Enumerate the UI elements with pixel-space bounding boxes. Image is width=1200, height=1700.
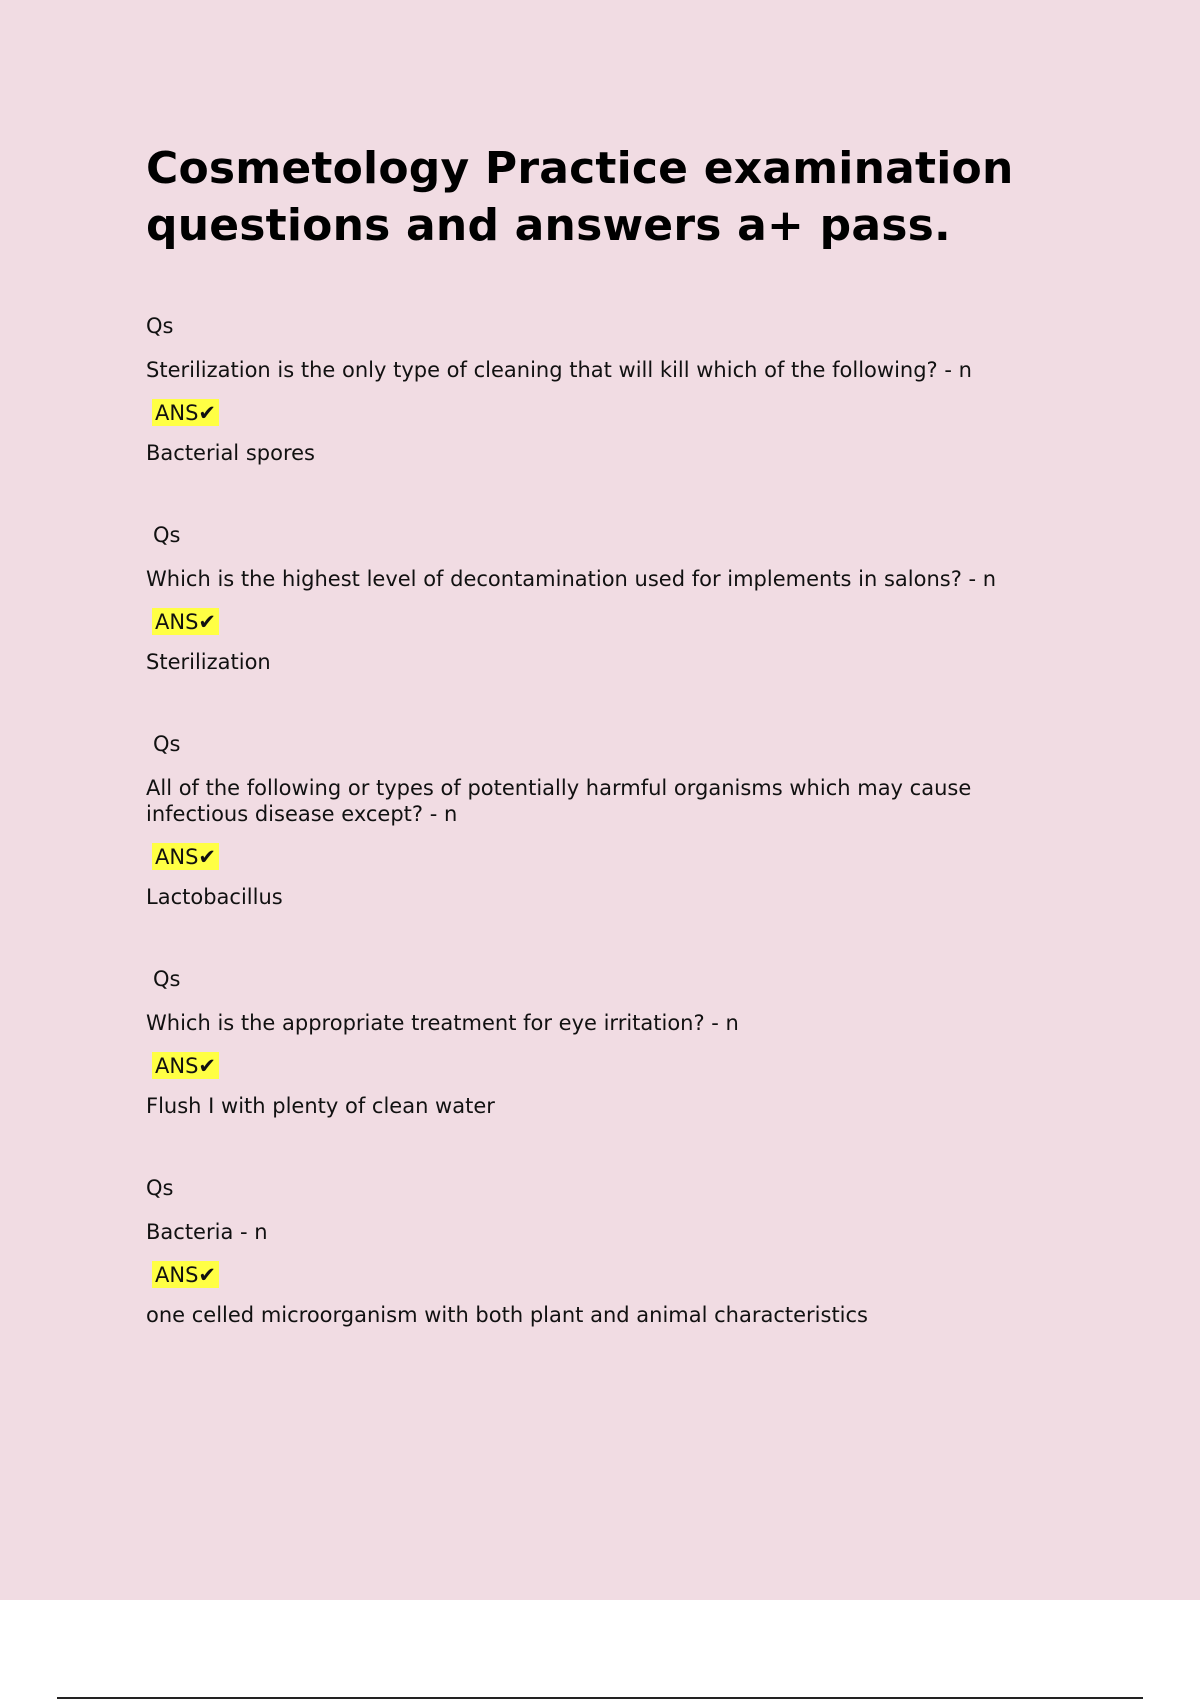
- answer-text: Sterilization: [146, 650, 271, 674]
- question-text: Which is the highest level of decontamination used for implements in salons? - n: [146, 567, 997, 591]
- qa-item: [146, 731, 1066, 910]
- qa-item: [146, 966, 1066, 1119]
- answer-label-row: [146, 1036, 1066, 1079]
- page-title: Cosmetology Practice examination questions and answers a+ pass.: [146, 143, 1014, 251]
- answer-label-row: [146, 383, 1066, 426]
- qa-item: [146, 1175, 1066, 1328]
- question-label: Qs: [153, 523, 181, 547]
- question-text: All of the following or types of potentially harmful organisms which may cause infectious disease except? - n: [146, 776, 972, 826]
- question-label: Qs: [146, 314, 174, 338]
- question-text: Sterilization is the only type of cleaning that will kill which of the following? - n: [146, 358, 972, 382]
- answer-label-row: [146, 592, 1066, 635]
- question-label: Qs: [153, 732, 181, 756]
- question-text: Which is the appropriate treatment for eye irritation? - n: [146, 1011, 739, 1035]
- answer-badge: ANS✔: [152, 1052, 219, 1079]
- document-content: [146, 140, 1066, 1328]
- answer-badge: ANS✔: [152, 843, 219, 870]
- question-label: Qs: [146, 1176, 174, 1200]
- answer-badge: ANS✔: [152, 399, 219, 426]
- answer-badge: ANS✔: [152, 608, 219, 635]
- qa-item: [146, 313, 1066, 466]
- answer-label-row: [146, 827, 1066, 870]
- answer-label-row: [146, 1245, 1066, 1288]
- qa-item: [146, 522, 1066, 675]
- answer-text: Bacterial spores: [146, 441, 315, 465]
- question-label: Qs: [153, 967, 181, 991]
- qa-list: [146, 313, 1066, 1328]
- question-text: Bacteria - n: [146, 1220, 268, 1244]
- answer-text: one celled microorganism with both plant and animal characteristics: [146, 1303, 868, 1327]
- answer-badge: ANS✔: [152, 1261, 219, 1288]
- answer-text: Flush I with plenty of clean water: [146, 1094, 495, 1118]
- answer-text: Lactobacillus: [146, 885, 283, 909]
- footer-divider: [57, 1697, 1143, 1699]
